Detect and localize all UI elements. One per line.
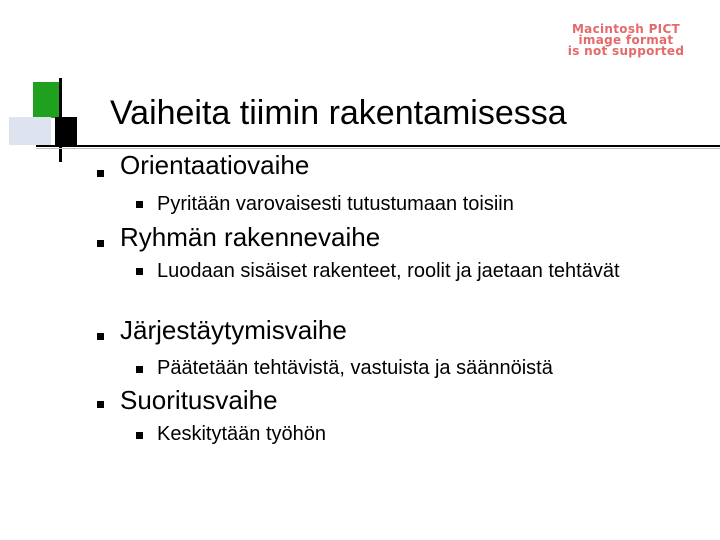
bullet-square-icon [136, 432, 143, 439]
bullet-item-structure: Ryhmän rakennevaihe [120, 222, 381, 252]
bullet-square-icon [97, 401, 104, 408]
unsupported-image-placeholder [544, 24, 708, 58]
sub-bullet-item: Päätetään tehtävistä, vastuista ja säännöistä [157, 357, 553, 379]
bullet-item-performance: Suoritusvaihe [120, 385, 278, 415]
bullet-item-organizing: Järjestäytymisvaihe [120, 315, 347, 345]
placeholder-line: Macintosh PICT [571, 22, 681, 36]
bullet-square-icon [97, 170, 104, 177]
title-rule-shadow [36, 148, 720, 149]
placeholder-line: is not supported [567, 44, 685, 58]
blue-square [9, 117, 51, 145]
vertical-bar [59, 78, 62, 162]
bullet-square-icon [136, 201, 143, 208]
sub-bullet-item: Pyritään varovaisesti tutustumaan toisiin [157, 193, 514, 215]
bullet-square-icon [97, 240, 104, 247]
bullet-square-icon [97, 333, 104, 340]
black-square [55, 117, 77, 146]
bullet-item-orientation: Orientaatiovaihe [120, 150, 310, 180]
slide-title: Vaiheita tiimin rakentamisessa [110, 94, 567, 132]
title-rule [36, 145, 720, 147]
sub-bullet-item: Luodaan sisäiset rakenteet, roolit ja jaetaan tehtävät [157, 260, 620, 282]
green-square [33, 82, 59, 118]
placeholder-line: image format [578, 33, 674, 47]
bullet-square-icon [136, 366, 143, 373]
sub-bullet-item: Keskitytään työhön [157, 423, 326, 445]
bullet-square-icon [136, 268, 143, 275]
